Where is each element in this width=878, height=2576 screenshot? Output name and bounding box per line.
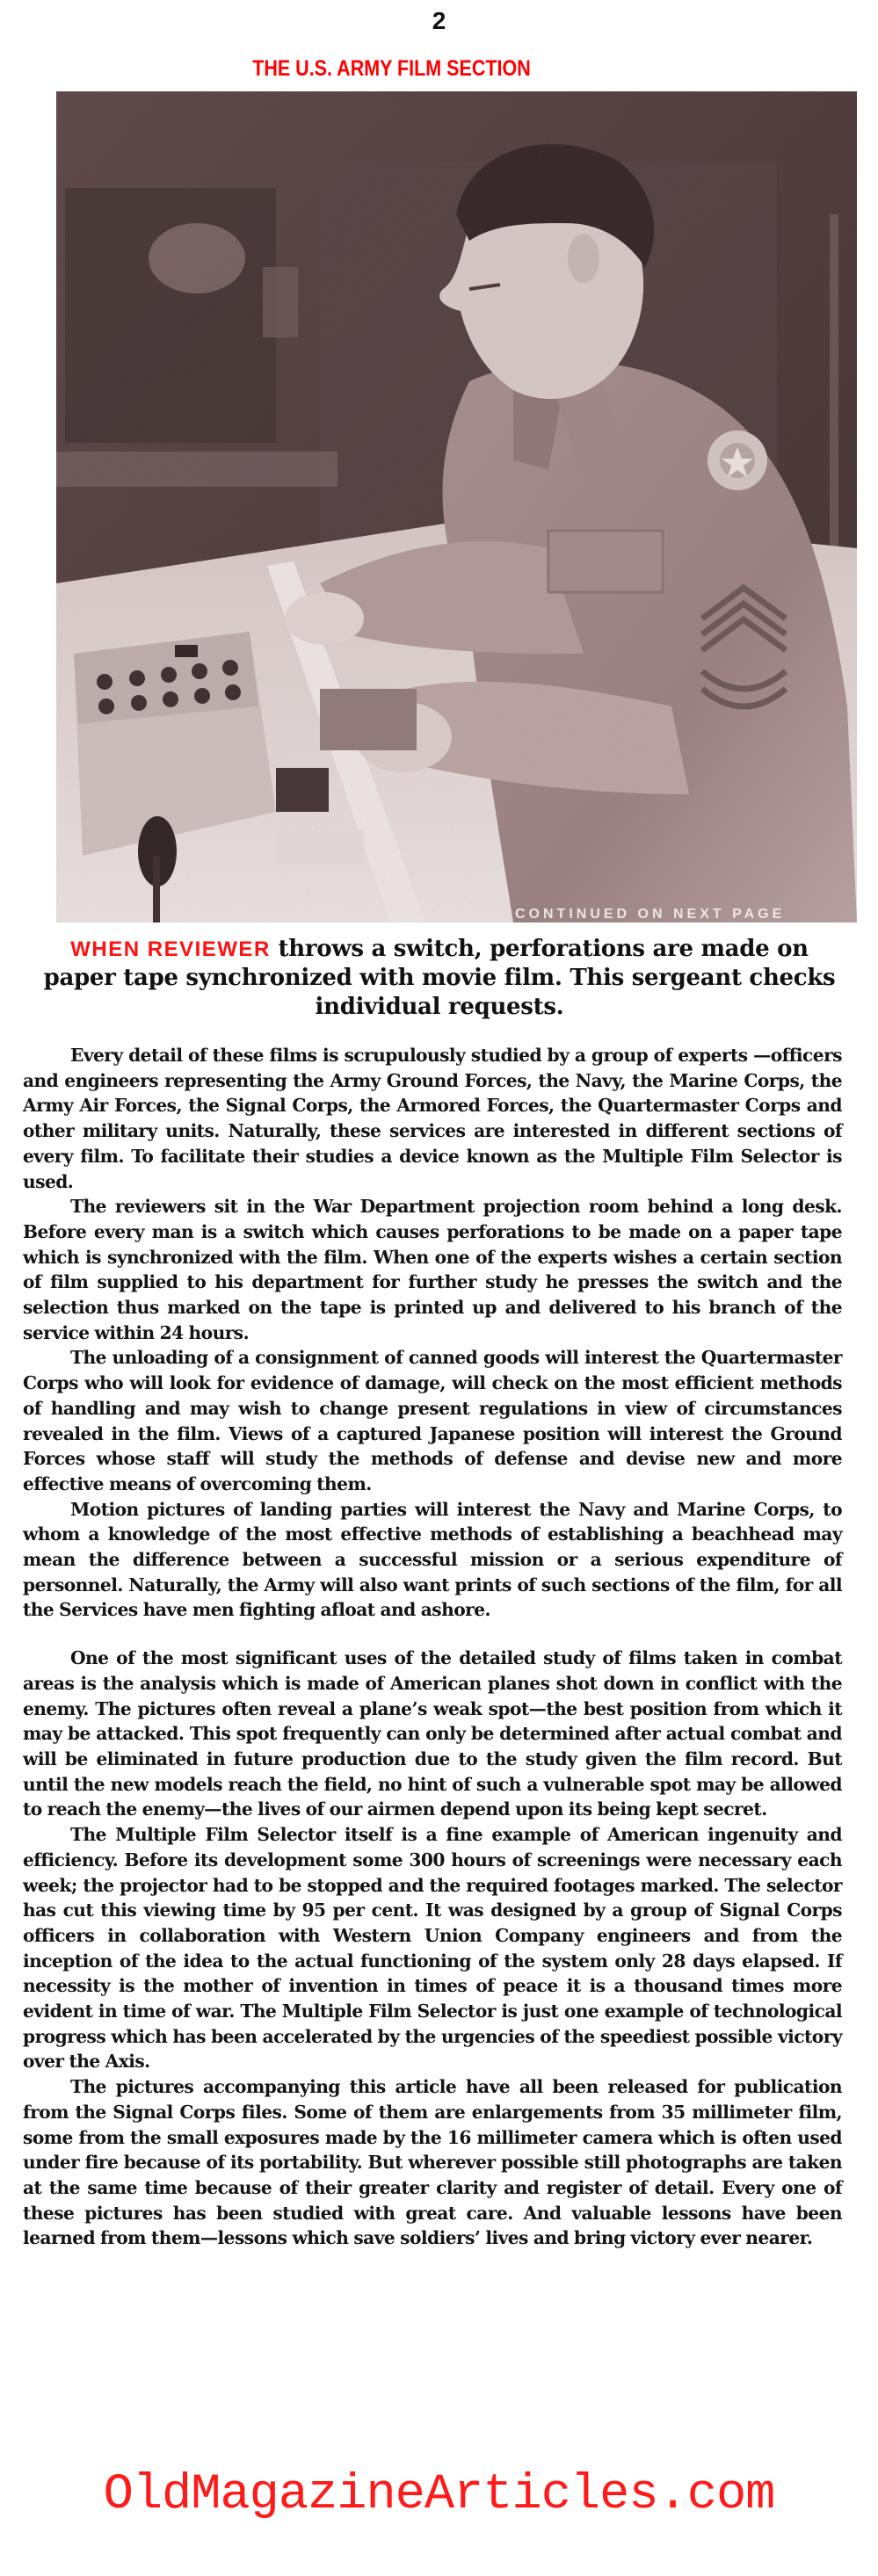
- paragraph: Every detail of these films is scrupulously studied by a group of experts —officers and engineers representing the Army Ground Forces, the Navy, the Marine Corps, the Army Air Forces, the Signal Corps, the Armored Forces, the Quartermaster Corps and other military units. Naturally, these services are interested in different sections of every film. To facilitate their studies a device known as the Multiple Film Selector is used.: [23, 1045, 842, 1192]
- paragraph: The Multiple Film Selector itself is a fine example of American ingenuity and efficiency. Before its development some 300 hours of screenings were necessary each week; the projector had to be stopped and the required footages marked. The selector has cut this viewing time by 95 per cent. It was designed by a group of Signal Corps officers in collaboration with Western Union Company engineers and from the inception of the idea to the actual functioning of the system only 28 days elapsed. If necessity is the mother of invention in times of peace it is a thousand times more evident in time of war. The Multiple Film Selector is just one example of technological progress which has been accelerated by the urgencies of the speediest possible victory over the Axis.: [23, 1824, 842, 2073]
- paragraph: The unloading of a consignment of canned goods will interest the Quartermaster Corps who will look for evidence of damage, will check on the most efficient methods of handling and may wish to change present regulations in view of circumstances revealed in the film. Views of a captured Japanese position will interest the Ground Forces whose staff will study the methods of defense and devise new and more effective means of overcoming them.: [23, 1347, 842, 1494]
- article-body: [23, 1043, 842, 2251]
- continued-on-next-page: CONTINUED ON NEXT PAGE: [515, 907, 786, 922]
- article-title: THE U.S. ARMY FILM SECTION: [252, 56, 531, 81]
- photo-illustration: [56, 91, 857, 923]
- caption-lead: WHEN REVIEWER: [70, 937, 271, 961]
- photo-caption: [35, 935, 844, 1022]
- paragraph: The pictures accompanying this article have all been released for publication from the Signal Corps files. Some of them are enlargements from 35 millimeter film, some from the small exposures made by the 16 millimeter camera which is often used under fire because of its portability. But wherever possible still photographs are taken at the same time because of their greater clarity and register of detail. Every one of these pictures has been studied with great care. And valuable lessons have been learned from them—lessons which save soldiers’ lives and bring victory ever nearer.: [23, 2076, 842, 2249]
- caption-text: throws a switch, perforations are made on paper tape synchronized with movie film. This sergeant checks individual requests.: [43, 936, 836, 1020]
- site-watermark: OldMagazineArticles.com: [103, 2467, 775, 2523]
- paragraph: One of the most significant uses of the detailed study of films taken in combat areas is the analysis which is made of American planes shot down in conflict with the enemy. The pictures often reveal a plane’s weak spot—the best position from which it may be attacked. This spot frequently can only be determined after actual combat and will be eliminated in future production due to the study given the film record. But until the new models reach the field, no hint of such a vulnerable spot may be allowed to reach the enemy—the lives of our airmen depend upon its being kept secret.: [23, 1647, 842, 1820]
- paragraph: The reviewers sit in the War Department projection room behind a long desk. Before every man is a switch which causes perforations to be made on a paper tape which is synchronized with the film. When one of the experts wishes a certain section of film supplied to his department for further study he presses the switch and the selection thus marked on the tape is printed up and delivered to his branch of the service within 24 hours.: [23, 1196, 842, 1343]
- photo-sergeant-film-selector: [56, 91, 857, 923]
- paragraph: Motion pictures of landing parties will interest the Navy and Marine Corps, to whom a knowledge of the most effective methods of establishing a beachhead may mean the difference between a successful mission or a serious expenditure of personnel. Naturally, the Army will also want prints of such sections of the film, for all the Services have men fighting afloat and ashore.: [23, 1498, 842, 1621]
- page-number: 2: [432, 7, 446, 34]
